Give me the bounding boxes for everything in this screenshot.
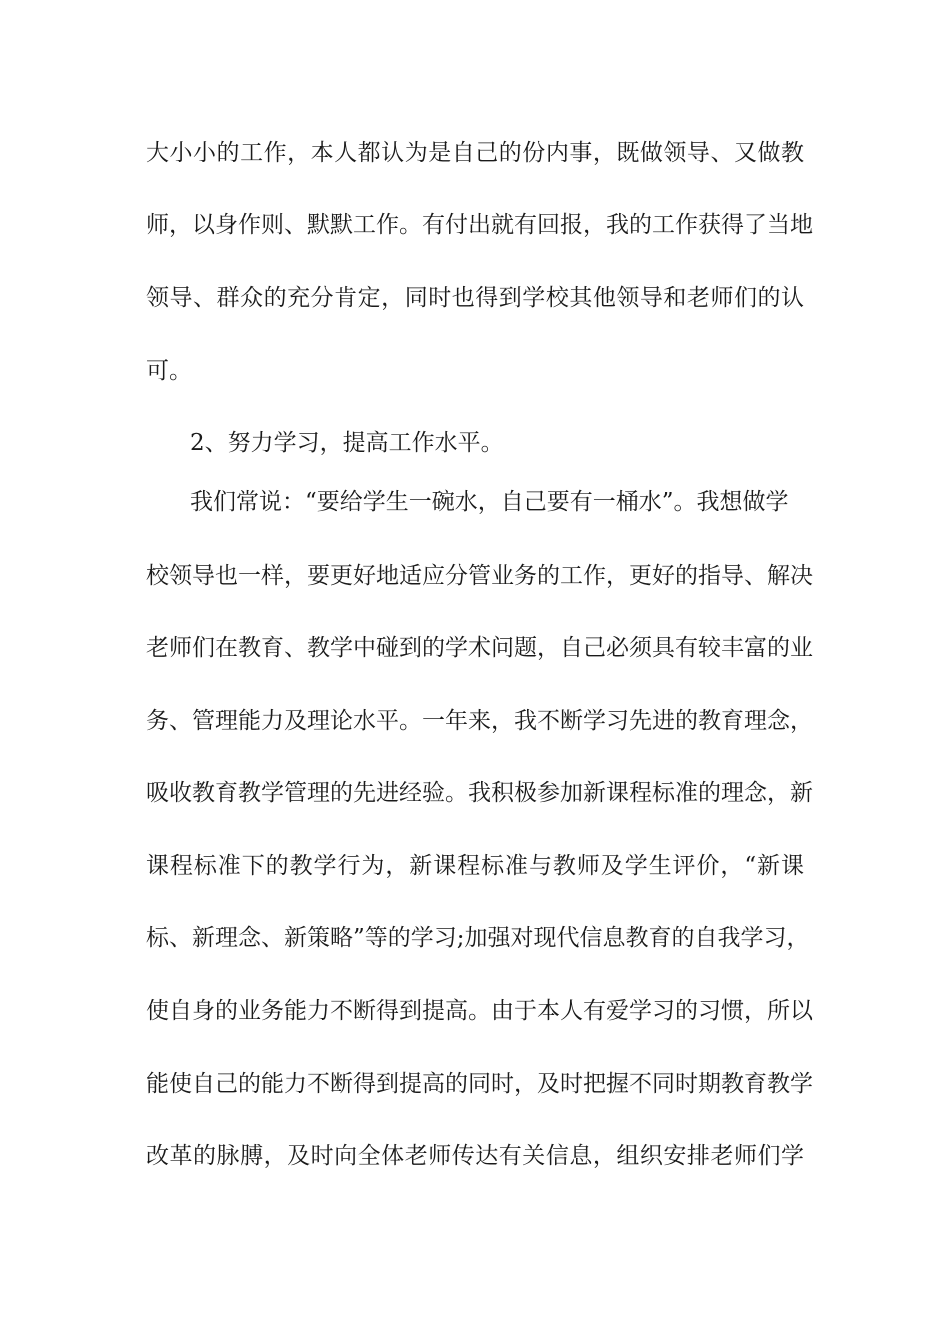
line-text: 能使自己的能力不断得到提高的同时，及时把握不同时期教育教学 <box>146 1071 813 1097</box>
line-text: 我们常说：“要给学生一碗水，自己要有一桶水”。我想做学 <box>190 489 789 515</box>
line-text: 师，以身作则、默默工作。有付出就有回报，我的工作获得了当地 <box>146 212 813 238</box>
text-line <box>0 278 950 318</box>
line-text: 课程标准下的教学行为，新课程标准与教师及学生评价，“新课 <box>146 853 804 879</box>
text-line <box>0 205 950 245</box>
text-line <box>0 846 950 886</box>
line-text: 吸收教育教学管理的先进经验。我积极参加新课程标准的理念，新 <box>146 780 813 806</box>
line-text: 校领导也一样，要更好地适应分管业务的工作，更好的指导、解决 <box>146 563 813 589</box>
line-text: 领导、群众的充分肯定，同时也得到学校其他领导和老师们的认 <box>146 285 804 311</box>
line-text: 可。 <box>146 358 192 384</box>
line-text: 老师们在教育、教学中碰到的学术问题，自己必须具有较丰富的业 <box>146 635 813 661</box>
text-line <box>0 482 950 522</box>
text-line <box>0 1064 950 1104</box>
text-line <box>0 628 950 668</box>
line-text: 标、新理念、新策略”等的学习;加强对现代信息教育的自我学习， <box>146 925 810 951</box>
text-line <box>0 701 950 741</box>
text-line <box>0 556 950 596</box>
text-line <box>0 1136 950 1176</box>
text-line <box>0 351 950 391</box>
line-text: 务、管理能力及理论水平。一年来，我不断学习先进的教育理念， <box>146 708 813 734</box>
heading-text: 2、努力学习，提高工作水平。 <box>190 430 504 456</box>
text-line <box>0 133 950 173</box>
line-text: 使自身的业务能力不断得到提高。由于本人有爱学习的习惯，所以 <box>146 998 813 1024</box>
section-heading <box>0 423 950 463</box>
line-text: 大小小的工作，本人都认为是自己的份内事，既做领导、又做教 <box>146 140 804 166</box>
line-text: 改革的脉膊，及时向全体老师传达有关信息，组织安排老师们学 <box>146 1143 804 1169</box>
text-line <box>0 773 950 813</box>
text-line <box>0 991 950 1031</box>
text-line <box>0 918 950 958</box>
